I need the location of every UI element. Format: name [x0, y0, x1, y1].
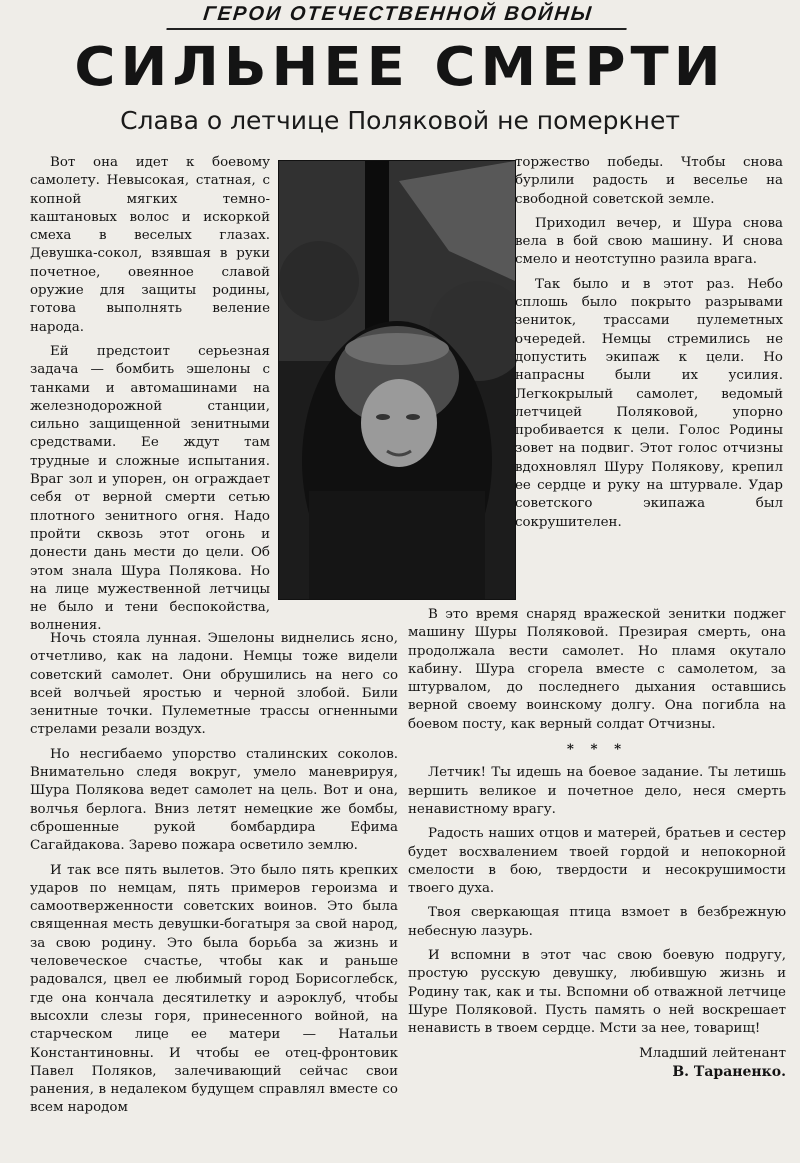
- paragraph: Радость наших отцов и матерей, братьев и сестер будет восхвалением твоей гордой и непокорной смелости в бою, твердости и несокрушимости твоего духа.: [408, 826, 786, 897]
- paragraph: В это время снаряд вражеской зенитки поджег машину Шуры Поляковой. Презирая смерть, она продолжала вести самолет. Но пламя окутало кабину. Шура сгорела вместе с самолетом, за штурвалом, до последнего дыхания оставшись верной своему воинскому долгу. Она погибла на боевом посту, как верный солдат Отчизны.: [408, 607, 786, 732]
- rubric: ГЕРОИ ОТЕЧЕСТВЕННОЙ ВОЙНЫ: [166, 0, 629, 30]
- paragraph: Вот она идет к боевому самолету. Невысокая, статная, с копной мягких темно-каштановых волос и искоркой смеха в веселых глазах. Девушка-сокол, взявшая в руки почетное, овеянное славой оружие для защиты родины, готова выполнять веление народа.: [30, 155, 270, 335]
- headline: СИЛЬНЕЕ СМЕРТИ: [74, 36, 726, 99]
- column-d: [408, 606, 786, 1081]
- signature: [408, 1045, 786, 1082]
- subheadline: Слава о летчице Поляковой не померкнет: [120, 106, 680, 135]
- column-c: [515, 154, 783, 538]
- section-separator: * * *: [566, 741, 628, 758]
- paragraph: Летчик! Ты идешь на боевое задание. Ты летишь вершить великое и почетное дело, неся смерть ненавистному врагу.: [408, 765, 786, 817]
- pilot-portrait-photo: [278, 160, 516, 600]
- column-a: [30, 154, 270, 642]
- paragraph: Но несгибаемо упорство сталинских соколов. Внимательно следя вокруг, умело маневрируя, Шура Полякова ведет самолет на цель. Вот и она, волчья берлога. Вниз летят немецкие же бомбы, сброшенные рукой бомбардира Ефима Сагайдакова. Зарево пожара осветило землю.: [30, 746, 398, 854]
- signature-rank: Младший лейтенант: [639, 1045, 786, 1061]
- signature-name: В. Тараненко.: [672, 1063, 786, 1080]
- paragraph: И так все пять вылетов. Это было пять крепких ударов по немцам, пять примеров героизма и самоотверженности советских воинов. Это была священная месть девушки-богатыря за свой народ, за свою родину. Это была борьба за жизнь и человеческое счастье, чтобы как и раньше радовался, цвел ее любимый город Борисоглебск, где она кончала десятилетку и аэроклуб, чтобы высохли слезы горя, принесенного войной, на старческом лице ее матери — Натальи Константиновны. И чтобы ее отец-фронтовик Павел Поляков, залечивающий сейчас свои ранения, в недалеком будущем справлял вместе со всем народом: [30, 862, 398, 1116]
- paragraph: Ночь стояла лунная. Эшелоны виднелись ясно, отчетливо, как на ладони. Немцы тоже видели советский самолет. Они обрушились на него со всей волчьей яростью и черной злобой. Били зенитные точки. Пулеметные трассы огненными стрелами резали воздух.: [30, 631, 398, 738]
- paragraph: И вспомни в этот час свою боевую подругу, простую русскую девушку, любившую жизнь и Родину так, как и ты. Вспомни об отважной летчице Шуре Поляковой. Пусть память о ней воскрешает ненависть в твоем сердце. Мсти за нее, товарищ!: [408, 948, 786, 1037]
- paragraph: Так было и в этот раз. Небо сплошь было покрыто разрывами зениток, трассами пулеметных очередей. Немцы стремились не допустить экипаж к цели. Но напрасны были их усилия. Легкокрылый самолет, ведомый летчицей Поляковой, упорно пробивается к цели. Голос Родины зовет на подвиг. Этот голос отчизны вдохновлял Шуру Полякову, крепил ее сердце и руку на штурвале. Удар советского экипажа был сокрушителен.: [515, 276, 783, 530]
- paragraph: торжество победы. Чтобы снова бурлили радость и веселье на свободной советской земле.: [515, 155, 783, 207]
- photo-illustration: [279, 161, 515, 599]
- paragraph: Ей предстоит серьезная задача — бомбить эшелоны с танками и автомашинами на железнодорожной станции, сильно защищенной зенитными средствами. Ее ждут там трудные и сложные испытания. Враг зол и упорен, он ограждает себя от верной смерти сетью плотного зенитного огня. Надо пройти сквозь этот огонь и донести дань мести до цели. Об этом знала Шура Полякова. Но на лице мужественной летчицы не было и тени беспокойства, волнения.: [30, 343, 270, 634]
- paragraph: Твоя сверкающая птица взмоет в безбрежную небесную лазурь.: [408, 905, 786, 939]
- paragraph: Приходил вечер, и Шура снова вела в бой свою машину. И снова смело и неотступно разила врага.: [515, 215, 783, 268]
- column-b: [30, 630, 398, 1124]
